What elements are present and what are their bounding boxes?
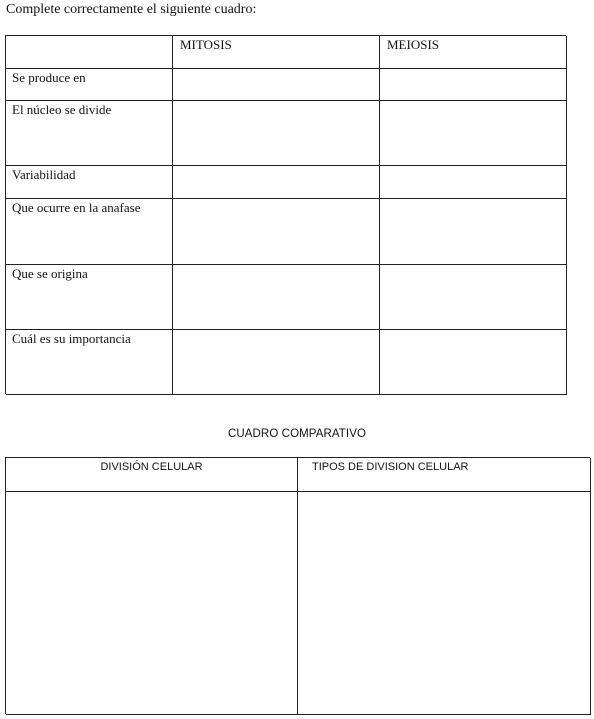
- answer-cell-meiosis[interactable]: [380, 199, 567, 265]
- header-empty-cell: [6, 36, 173, 69]
- answer-cell-meiosis[interactable]: [380, 166, 567, 199]
- answer-cell-mitosis[interactable]: [173, 166, 380, 199]
- instruction-text: Complete correctamente el siguiente cuadro:: [6, 2, 257, 17]
- mitosis-meiosis-table: [5, 35, 566, 394]
- answer-cell-meiosis[interactable]: [380, 101, 567, 166]
- answer-cell-mitosis[interactable]: [173, 330, 380, 395]
- row-label: Variabilidad: [6, 166, 173, 199]
- header-mitosis: MITOSIS: [173, 36, 380, 69]
- answer-cell-mitosis[interactable]: [173, 265, 380, 330]
- row-label: Que ocurre en la anafase: [6, 199, 173, 265]
- header-tipos-division: TIPOS DE DIVISION CELULAR: [298, 458, 591, 492]
- row-label: Cuál es su importancia: [6, 330, 173, 395]
- answer-cell-mitosis[interactable]: [173, 101, 380, 166]
- answer-cell-division-celular[interactable]: [6, 492, 298, 715]
- comparative-table-title: CUADRO COMPARATIVO: [227, 428, 367, 440]
- answer-cell-meiosis[interactable]: [380, 330, 567, 395]
- answer-cell-tipos-division[interactable]: [298, 492, 591, 715]
- row-label: Que se origina: [6, 265, 173, 330]
- header-division-celular: DIVISIÓN CELULAR: [6, 458, 298, 492]
- row-label: Se produce en: [6, 69, 173, 101]
- answer-cell-mitosis[interactable]: [173, 69, 380, 101]
- answer-cell-meiosis[interactable]: [380, 69, 567, 101]
- answer-cell-meiosis[interactable]: [380, 265, 567, 330]
- row-label: El núcleo se divide: [6, 101, 173, 166]
- comparative-table: [5, 457, 590, 714]
- answer-cell-mitosis[interactable]: [173, 199, 380, 265]
- header-meiosis: MEIOSIS: [380, 36, 567, 69]
